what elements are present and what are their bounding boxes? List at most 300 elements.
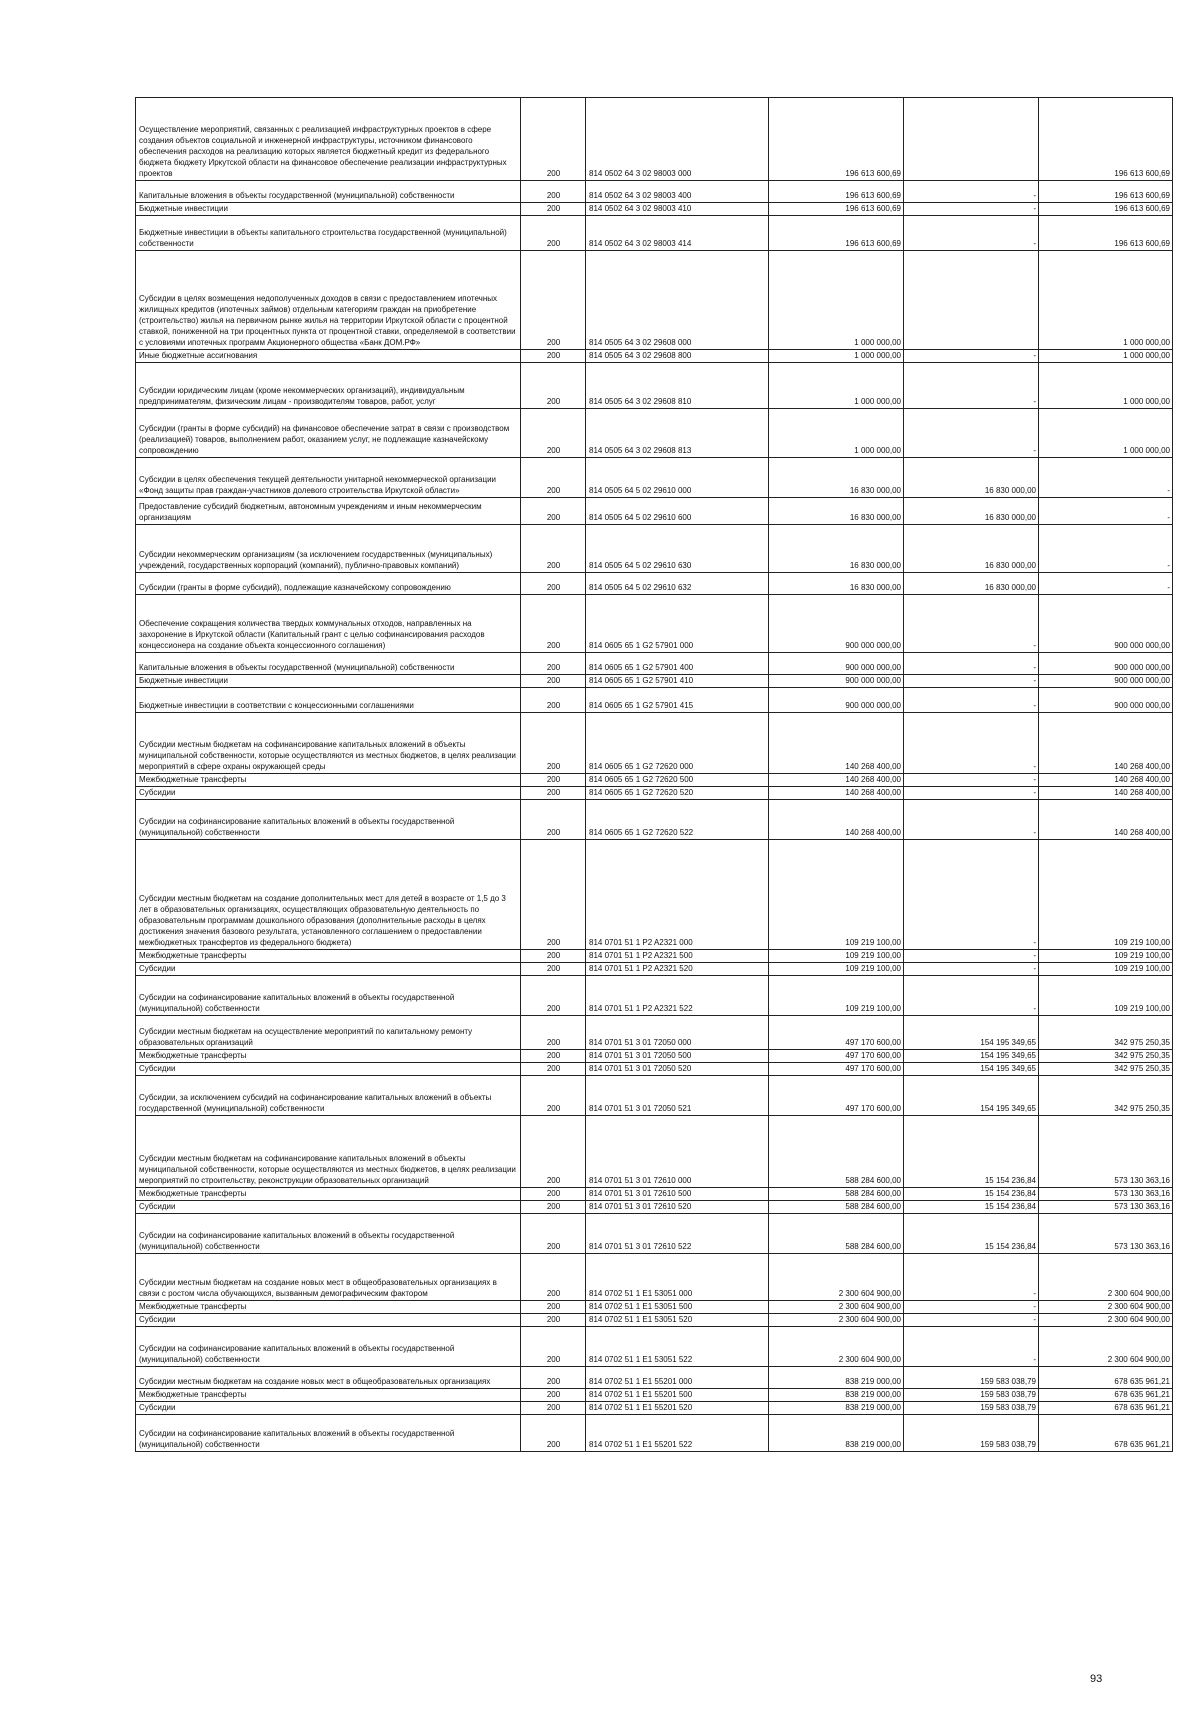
row-executed-amount: 154 195 349,65 (980, 1038, 1036, 1047)
row-line-code-cell (521, 525, 586, 573)
row-executed-amount-cell (904, 1201, 1039, 1214)
row-line-code: 200 (546, 1390, 561, 1399)
row-approved-amount-cell (769, 1188, 904, 1201)
row-approved-amount: 1 000 000,00 (854, 351, 901, 360)
row-approved-amount-cell (769, 1254, 904, 1301)
row-line-code-cell (521, 675, 586, 688)
row-name-cell (136, 950, 521, 963)
row-executed-amount-cell (904, 950, 1039, 963)
row-approved-amount: 196 613 600,69 (845, 239, 901, 248)
row-name-cell (136, 1201, 521, 1214)
row-unexecuted-amount-cell (1039, 1314, 1173, 1327)
row-name: Субсидии местным бюджетам на создание дополнительных мест для детей в возрасте от 1,5 до 3 лет в образовательных организациях, осуществляющих образовательную деятельность по образовательным программам дошкольного образования (дополнительные расходы в целях достижения значения базового результата, установленного соглашением о предоставлении межбюджетных трансфертов из федерального бюджета) (139, 894, 506, 947)
row-budget-code-cell (586, 98, 769, 181)
row-unexecuted-amount: 2 300 604 900,00 (1107, 1355, 1170, 1364)
row-line-code-cell (521, 1201, 586, 1214)
row-unexecuted-amount-cell (1039, 1415, 1173, 1452)
row-executed-amount: - (1033, 239, 1036, 248)
row-name: Субсидии на софинансирование капитальных вложений в объекты государственной (муниципальной) собственности (139, 993, 455, 1013)
row-budget-code: 814 0605 65 1 G2 57901 415 (589, 701, 694, 710)
row-unexecuted-amount: 140 268 400,00 (1114, 762, 1170, 771)
table-row (136, 181, 1173, 203)
row-unexecuted-amount-cell (1039, 675, 1173, 688)
row-approved-amount: 588 284 600,00 (845, 1176, 901, 1185)
row-approved-amount: 2 300 604 900,00 (838, 1289, 901, 1298)
row-approved-amount: 838 219 000,00 (845, 1403, 901, 1412)
row-line-code: 200 (546, 351, 561, 360)
row-budget-code: 814 0605 65 1 G2 57901 000 (589, 641, 694, 650)
row-budget-code: 814 0701 51 1 P2 A2321 500 (589, 951, 693, 960)
row-approved-amount-cell (769, 963, 904, 976)
row-executed-amount: - (1033, 701, 1036, 710)
table-row (136, 675, 1173, 688)
row-name-cell (136, 787, 521, 800)
row-approved-amount-cell (769, 525, 904, 573)
row-budget-code-cell (586, 1415, 769, 1452)
row-budget-code: 814 0505 64 3 02 29608 000 (589, 338, 692, 347)
row-name-cell (136, 774, 521, 787)
row-name: Межбюджетные трансферты (139, 1189, 247, 1198)
row-name: Межбюджетные трансферты (139, 1051, 247, 1060)
row-name-cell (136, 1016, 521, 1050)
row-approved-amount-cell (769, 251, 904, 350)
row-line-code: 200 (546, 1289, 561, 1298)
table-row (136, 409, 1173, 458)
row-line-code: 200 (546, 1176, 561, 1185)
row-unexecuted-amount-cell (1039, 181, 1173, 203)
row-budget-code-cell (586, 409, 769, 458)
row-unexecuted-amount-cell (1039, 800, 1173, 840)
row-unexecuted-amount: 678 635 961,21 (1114, 1377, 1170, 1386)
row-approved-amount-cell (769, 1327, 904, 1367)
row-unexecuted-amount: 140 268 400,00 (1114, 828, 1170, 837)
row-name-cell (136, 251, 521, 350)
row-budget-code-cell (586, 774, 769, 787)
row-approved-amount-cell (769, 1016, 904, 1050)
row-line-code: 200 (546, 663, 561, 672)
row-approved-amount: 497 170 600,00 (845, 1064, 901, 1073)
row-approved-amount-cell (769, 458, 904, 498)
row-name: Иные бюджетные ассигнования (139, 351, 258, 360)
row-name: Субсидии в целях обеспечения текущей деятельности унитарной некоммерческой организации «Фонд защиты прав граждан-участников долевого строительства Иркутской области» (139, 475, 497, 495)
row-unexecuted-amount: 900 000 000,00 (1114, 641, 1170, 650)
row-unexecuted-amount-cell (1039, 1116, 1173, 1188)
row-name-cell (136, 595, 521, 653)
row-name: Субсидии на софинансирование капитальных вложений в объекты государственной (муниципальной) собственности (139, 1231, 455, 1251)
row-executed-amount: 159 583 038,79 (980, 1403, 1036, 1412)
row-approved-amount-cell (769, 653, 904, 675)
row-line-code-cell (521, 1214, 586, 1254)
row-budget-code: 814 0701 51 3 01 72050 521 (589, 1104, 692, 1113)
row-line-code-cell (521, 653, 586, 675)
row-budget-code: 814 0505 64 5 02 29610 630 (589, 561, 692, 570)
row-budget-code: 814 0605 65 1 G2 57901 400 (589, 663, 694, 672)
row-executed-amount-cell (904, 1389, 1039, 1402)
row-unexecuted-amount-cell (1039, 1301, 1173, 1314)
row-unexecuted-amount-cell (1039, 1076, 1173, 1116)
table-row (136, 688, 1173, 713)
row-approved-amount-cell (769, 688, 904, 713)
row-name-cell (136, 498, 521, 525)
row-name: Субсидии на софинансирование капитальных вложений в объекты государственной (муниципальной) собственности (139, 1344, 455, 1364)
row-line-code-cell (521, 1402, 586, 1415)
row-name: Субсидии (139, 1315, 176, 1324)
row-approved-amount-cell (769, 840, 904, 950)
row-unexecuted-amount-cell (1039, 1214, 1173, 1254)
row-line-code-cell (521, 363, 586, 409)
row-executed-amount-cell (904, 595, 1039, 653)
row-executed-amount: 16 830 000,00 (984, 486, 1036, 495)
row-approved-amount: 196 613 600,69 (845, 191, 901, 200)
row-name-cell (136, 976, 521, 1016)
table-row (136, 1254, 1173, 1301)
row-name: Субсидии местным бюджетам на создание новых мест в общеобразовательных организациях (139, 1377, 491, 1386)
row-name-cell (136, 688, 521, 713)
row-approved-amount: 838 219 000,00 (845, 1440, 901, 1449)
row-budget-code: 814 0701 51 1 P2 A2321 000 (589, 938, 693, 947)
row-unexecuted-amount: 900 000 000,00 (1114, 663, 1170, 672)
row-executed-amount-cell (904, 976, 1039, 1016)
row-budget-code: 814 0701 51 3 01 72050 520 (589, 1064, 692, 1073)
row-line-code-cell (521, 963, 586, 976)
row-line-code-cell (521, 688, 586, 713)
row-line-code-cell (521, 1076, 586, 1116)
row-approved-amount: 588 284 600,00 (845, 1242, 901, 1251)
row-unexecuted-amount-cell (1039, 774, 1173, 787)
row-approved-amount-cell (769, 1214, 904, 1254)
row-budget-code-cell (586, 1314, 769, 1327)
row-unexecuted-amount-cell (1039, 1254, 1173, 1301)
row-approved-amount: 588 284 600,00 (845, 1189, 901, 1198)
row-name: Субсидии на софинансирование капитальных вложений в объекты государственной (муниципальной) собственности (139, 1429, 455, 1449)
row-unexecuted-amount-cell (1039, 688, 1173, 713)
row-name-cell (136, 1050, 521, 1063)
table-row (136, 950, 1173, 963)
table-row (136, 216, 1173, 251)
row-line-code-cell (521, 595, 586, 653)
row-line-code: 200 (546, 701, 561, 710)
row-executed-amount-cell (904, 1301, 1039, 1314)
row-unexecuted-amount: 196 613 600,69 (1114, 239, 1170, 248)
row-approved-amount-cell (769, 774, 904, 787)
row-line-code: 200 (546, 486, 561, 495)
row-executed-amount: - (1033, 1289, 1036, 1298)
row-line-code: 200 (546, 951, 561, 960)
row-name-cell (136, 1214, 521, 1254)
row-executed-amount-cell (904, 675, 1039, 688)
row-approved-amount-cell (769, 800, 904, 840)
row-name: Субсидии местным бюджетам на софинансирование капитальных вложений в объекты муниципальной собственности, которые осуществляются из местных бюджетов, в целях реализации мероприятий в сфере охраны окружающей среды (139, 740, 516, 771)
table-row (136, 774, 1173, 787)
row-budget-code: 814 0502 64 3 02 98003 400 (589, 191, 692, 200)
row-budget-code: 814 0702 51 1 E1 55201 000 (589, 1377, 693, 1386)
row-unexecuted-amount: 1 000 000,00 (1123, 446, 1170, 455)
row-executed-amount: - (1033, 828, 1036, 837)
row-budget-code: 814 0502 64 3 02 98003 410 (589, 204, 692, 213)
row-unexecuted-amount: 140 268 400,00 (1114, 775, 1170, 784)
row-budget-code-cell (586, 713, 769, 774)
row-unexecuted-amount: 109 219 100,00 (1114, 951, 1170, 960)
row-unexecuted-amount: 573 130 363,16 (1114, 1202, 1170, 1211)
row-approved-amount-cell (769, 675, 904, 688)
row-line-code-cell (521, 203, 586, 216)
row-unexecuted-amount: 109 219 100,00 (1114, 964, 1170, 973)
row-line-code: 200 (546, 641, 561, 650)
row-unexecuted-amount: 678 635 961,21 (1114, 1390, 1170, 1399)
row-name: Субсидии местным бюджетам на создание новых мест в общеобразовательных организациях в связи с ростом числа обучающихся, вызванным демографическим фактором (139, 1278, 497, 1298)
row-budget-code-cell (586, 1214, 769, 1254)
row-approved-amount: 196 613 600,69 (845, 169, 901, 178)
row-line-code: 200 (546, 938, 561, 947)
row-name-cell (136, 525, 521, 573)
row-name: Бюджетные инвестиции в объекты капитального строительства государственной (муниципальной) собственности (139, 228, 507, 248)
row-unexecuted-amount-cell (1039, 1402, 1173, 1415)
row-line-code: 200 (546, 1440, 561, 1449)
row-name-cell (136, 1254, 521, 1301)
row-unexecuted-amount-cell (1039, 573, 1173, 595)
row-name: Осуществление мероприятий, связанных с реализацией инфраструктурных проектов в сфере создания объектов социальной и инженерной инфраструктуры, источником финансового обеспечения расходов на реализацию которых является бюджетный кредит из федерального бюджета бюджету Иркутской области на финансовое обеспечение реализации инфраструктурных проектов (139, 125, 507, 178)
row-unexecuted-amount-cell (1039, 498, 1173, 525)
row-line-code: 200 (546, 676, 561, 685)
row-approved-amount-cell (769, 787, 904, 800)
row-unexecuted-amount-cell (1039, 963, 1173, 976)
row-executed-amount: - (1033, 788, 1036, 797)
row-executed-amount-cell (904, 713, 1039, 774)
row-budget-code: 814 0702 51 1 E1 55201 520 (589, 1403, 693, 1412)
row-budget-code-cell (586, 525, 769, 573)
row-approved-amount: 900 000 000,00 (845, 701, 901, 710)
row-approved-amount: 140 268 400,00 (845, 788, 901, 797)
row-line-code-cell (521, 1254, 586, 1301)
table-row (136, 1201, 1173, 1214)
row-executed-amount-cell (904, 251, 1039, 350)
row-executed-amount-cell (904, 1254, 1039, 1301)
row-unexecuted-amount-cell (1039, 363, 1173, 409)
row-unexecuted-amount-cell (1039, 1389, 1173, 1402)
row-executed-amount-cell (904, 1076, 1039, 1116)
row-unexecuted-amount: 2 300 604 900,00 (1107, 1302, 1170, 1311)
table-row (136, 98, 1173, 181)
row-budget-code-cell (586, 950, 769, 963)
row-approved-amount: 900 000 000,00 (845, 641, 901, 650)
row-unexecuted-amount: 573 130 363,16 (1114, 1176, 1170, 1185)
row-name-cell (136, 1116, 521, 1188)
row-line-code: 200 (546, 775, 561, 784)
row-line-code-cell (521, 713, 586, 774)
row-approved-amount-cell (769, 1076, 904, 1116)
table-row (136, 976, 1173, 1016)
row-budget-code: 814 0702 51 1 E1 53051 500 (589, 1302, 693, 1311)
row-unexecuted-amount-cell (1039, 1367, 1173, 1389)
row-line-code-cell (521, 1415, 586, 1452)
row-line-code-cell (521, 774, 586, 787)
row-executed-amount: - (1033, 641, 1036, 650)
row-budget-code: 814 0605 65 1 G2 72620 500 (589, 775, 694, 784)
row-name-cell (136, 216, 521, 251)
row-unexecuted-amount-cell (1039, 1063, 1173, 1076)
row-name-cell (136, 1076, 521, 1116)
table-row (136, 1402, 1173, 1415)
row-budget-code-cell (586, 216, 769, 251)
row-line-code: 200 (546, 1315, 561, 1324)
row-budget-code: 814 0701 51 3 01 72610 520 (589, 1202, 692, 1211)
row-approved-amount: 588 284 600,00 (845, 1202, 901, 1211)
row-executed-amount-cell (904, 98, 1039, 181)
row-executed-amount-cell (904, 573, 1039, 595)
row-line-code: 200 (546, 1104, 561, 1113)
row-approved-amount: 838 219 000,00 (845, 1377, 901, 1386)
row-executed-amount: - (1033, 951, 1036, 960)
row-executed-amount: - (1033, 676, 1036, 685)
table-row (136, 1314, 1173, 1327)
table-row (136, 800, 1173, 840)
row-budget-code: 814 0605 65 1 G2 72620 522 (589, 828, 694, 837)
row-budget-code-cell (586, 1063, 769, 1076)
row-approved-amount: 1 000 000,00 (854, 397, 901, 406)
row-name-cell (136, 1389, 521, 1402)
row-name: Субсидии, за исключением субсидий на софинансирование капитальных вложений в объекты государственной (муниципальной) собственности (139, 1093, 492, 1113)
row-approved-amount-cell (769, 1389, 904, 1402)
row-line-code: 200 (546, 169, 561, 178)
row-budget-code: 814 0701 51 3 01 72610 000 (589, 1176, 692, 1185)
row-budget-code: 814 0505 64 3 02 29608 813 (589, 446, 692, 455)
table-row (136, 251, 1173, 350)
table-row (136, 1116, 1173, 1188)
table-row (136, 840, 1173, 950)
row-unexecuted-amount: 573 130 363,16 (1114, 1242, 1170, 1251)
row-name: Субсидии в целях возмещения недополученных доходов в связи с предоставлением ипотечных жилищных кредитов (ипотечных займов) отдельным категориям граждан на приобретение (строительство) жилья на первичном рынке жилья на территории Иркутской области с процентной ставкой, пониженной на три процентных пункта от процентной ставки, определяемой в соответствии с условиями ипотечных программ Акционерного общества «Банк ДОМ.РФ» (139, 294, 516, 347)
row-unexecuted-amount: 140 268 400,00 (1114, 788, 1170, 797)
row-name: Бюджетные инвестиции в соответствии с концессионными соглашениями (139, 701, 414, 710)
row-line-code: 200 (546, 561, 561, 570)
row-executed-amount-cell (904, 181, 1039, 203)
row-line-code: 200 (546, 1202, 561, 1211)
row-executed-amount: 15 154 236,84 (984, 1242, 1036, 1251)
row-executed-amount-cell (904, 1367, 1039, 1389)
row-approved-amount-cell (769, 1301, 904, 1314)
row-approved-amount: 109 219 100,00 (845, 1004, 901, 1013)
row-unexecuted-amount-cell (1039, 458, 1173, 498)
row-name-cell (136, 458, 521, 498)
row-line-code: 200 (546, 1064, 561, 1073)
budget-execution-table (135, 97, 1173, 1452)
table-row (136, 1063, 1173, 1076)
row-unexecuted-amount: 342 975 250,35 (1114, 1038, 1170, 1047)
row-name-cell (136, 1402, 521, 1415)
row-name-cell (136, 181, 521, 203)
table-row (136, 1076, 1173, 1116)
row-budget-code: 814 0702 51 1 E1 53051 522 (589, 1355, 693, 1364)
row-unexecuted-amount-cell (1039, 713, 1173, 774)
row-unexecuted-amount: 2 300 604 900,00 (1107, 1289, 1170, 1298)
row-unexecuted-amount-cell (1039, 595, 1173, 653)
row-budget-code-cell (586, 976, 769, 1016)
row-executed-amount-cell (904, 840, 1039, 950)
page-number: 93 (1090, 1673, 1103, 1685)
row-name: Субсидии (139, 788, 176, 797)
row-budget-code: 814 0701 51 3 01 72050 000 (589, 1038, 692, 1047)
row-unexecuted-amount-cell (1039, 216, 1173, 251)
row-executed-amount: - (1033, 938, 1036, 947)
row-budget-code: 814 0701 51 3 01 72610 500 (589, 1189, 692, 1198)
row-unexecuted-amount: 342 975 250,35 (1114, 1104, 1170, 1113)
row-budget-code-cell (586, 203, 769, 216)
table-row (136, 458, 1173, 498)
row-budget-code-cell (586, 363, 769, 409)
row-approved-amount-cell (769, 350, 904, 363)
row-name-cell (136, 350, 521, 363)
row-name-cell (136, 1188, 521, 1201)
row-line-code-cell (521, 1314, 586, 1327)
row-approved-amount: 497 170 600,00 (845, 1051, 901, 1060)
row-budget-code: 814 0505 64 3 02 29608 800 (589, 351, 692, 360)
row-unexecuted-amount: - (1167, 513, 1170, 522)
row-executed-amount-cell (904, 1063, 1039, 1076)
row-line-code-cell (521, 216, 586, 251)
row-name: Капитальные вложения в объекты государственной (муниципальной) собственности (139, 191, 455, 200)
row-budget-code-cell (586, 181, 769, 203)
table-row (136, 713, 1173, 774)
row-unexecuted-amount: 109 219 100,00 (1114, 938, 1170, 947)
table-row (136, 203, 1173, 216)
row-executed-amount-cell (904, 409, 1039, 458)
row-line-code-cell (521, 409, 586, 458)
row-line-code: 200 (546, 1242, 561, 1251)
row-line-code-cell (521, 1188, 586, 1201)
row-unexecuted-amount-cell (1039, 1201, 1173, 1214)
row-line-code: 200 (546, 1189, 561, 1198)
table-row (136, 525, 1173, 573)
row-budget-code: 814 0505 64 3 02 29608 810 (589, 397, 692, 406)
row-line-code: 200 (546, 338, 561, 347)
row-unexecuted-amount: 1 000 000,00 (1123, 397, 1170, 406)
table-row (136, 1050, 1173, 1063)
row-approved-amount: 1 000 000,00 (854, 338, 901, 347)
row-name-cell (136, 1327, 521, 1367)
row-unexecuted-amount-cell (1039, 350, 1173, 363)
row-line-code-cell (521, 1063, 586, 1076)
table-body (136, 98, 1173, 1452)
row-executed-amount: 16 830 000,00 (984, 561, 1036, 570)
row-executed-amount: - (1033, 1004, 1036, 1013)
row-budget-code-cell (586, 498, 769, 525)
row-name-cell (136, 1367, 521, 1389)
row-budget-code-cell (586, 688, 769, 713)
row-line-code-cell (521, 458, 586, 498)
table-row (136, 963, 1173, 976)
row-budget-code: 814 0701 51 1 P2 A2321 520 (589, 964, 693, 973)
row-budget-code: 814 0505 64 5 02 29610 600 (589, 513, 692, 522)
row-approved-amount-cell (769, 498, 904, 525)
row-executed-amount: 159 583 038,79 (980, 1390, 1036, 1399)
row-executed-amount: 154 195 349,65 (980, 1051, 1036, 1060)
table-row (136, 595, 1173, 653)
table-row (136, 350, 1173, 363)
row-unexecuted-amount-cell (1039, 203, 1173, 216)
row-budget-code-cell (586, 787, 769, 800)
row-name: Бюджетные инвестиции (139, 676, 228, 685)
row-name-cell (136, 363, 521, 409)
row-unexecuted-amount: 196 613 600,69 (1114, 191, 1170, 200)
row-approved-amount-cell (769, 976, 904, 1016)
row-unexecuted-amount-cell (1039, 653, 1173, 675)
row-approved-amount: 2 300 604 900,00 (838, 1302, 901, 1311)
row-line-code: 200 (546, 397, 561, 406)
row-unexecuted-amount: - (1167, 486, 1170, 495)
row-approved-amount: 16 830 000,00 (849, 561, 901, 570)
row-line-code-cell (521, 1050, 586, 1063)
row-unexecuted-amount: 573 130 363,16 (1114, 1189, 1170, 1198)
